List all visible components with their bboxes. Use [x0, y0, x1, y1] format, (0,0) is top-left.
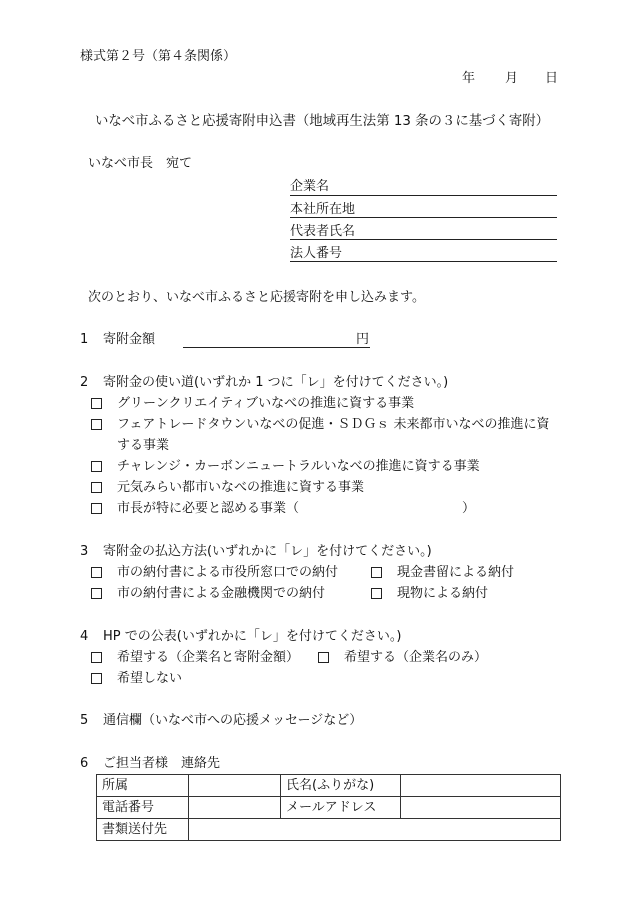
mailing-address-label: 書類送付先	[97, 819, 189, 841]
donation-amount-label: 寄附金額	[103, 332, 156, 347]
contact-row-1	[97, 775, 561, 797]
email-label: メールアドレス	[281, 797, 401, 819]
phone-label: 電話番号	[97, 797, 189, 819]
contact-row-2	[97, 797, 561, 819]
payment-option-3-checkbox[interactable]	[91, 588, 102, 599]
representative-field[interactable]	[290, 239, 557, 240]
usage-option-3-label: チャレンジ・カーボンニュートラルいなべの推進に資する事業	[117, 459, 480, 474]
usage-option-1-checkbox[interactable]	[91, 398, 102, 409]
affiliation-field[interactable]	[189, 775, 281, 797]
payment-heading: 寄附金の払込方法(いずれかに「レ」を付けてください。)	[103, 544, 432, 559]
publication-option-2-label: 希望する（企業名のみ）	[344, 650, 488, 665]
date-year-label: 年	[462, 71, 476, 86]
usage-option-2-label: フェアトレードタウンいなべの促進・ＳＤＧｓ 未来都市いなべの推進に資	[117, 417, 550, 432]
addressee: いなべ市長 宛て	[88, 156, 193, 171]
publication-option-2-checkbox[interactable]	[318, 652, 329, 663]
name-kana-field[interactable]	[401, 775, 561, 797]
payment-option-2-checkbox[interactable]	[371, 567, 382, 578]
hq-address-label: 本社所在地	[290, 202, 356, 217]
usage-option-5-close-paren: ）	[462, 501, 476, 516]
date-day-label: 日	[545, 71, 559, 86]
affiliation-label: 所属	[97, 775, 189, 797]
usage-option-2-label-cont: する事業	[117, 438, 170, 453]
usage-option-5-checkbox[interactable]	[91, 503, 102, 514]
yen-unit: 円	[356, 332, 370, 347]
company-name-field[interactable]	[290, 195, 557, 196]
company-name-label: 企業名	[290, 179, 330, 194]
mailing-address-field[interactable]	[189, 819, 561, 841]
hq-address-field[interactable]	[290, 217, 557, 218]
corporate-number-label: 法人番号	[290, 246, 343, 261]
contact-table	[96, 774, 561, 841]
form-number: 様式第２号（第４条関係）	[80, 49, 237, 64]
section2-number: 2	[80, 375, 89, 390]
name-kana-label: 氏名(ふりがな)	[281, 775, 401, 797]
usage-option-3-checkbox[interactable]	[91, 461, 102, 472]
contact-row-3	[97, 819, 561, 841]
date-month-label: 月	[505, 71, 519, 86]
message-heading: 通信欄（いなべ市への応援メッセージなど）	[103, 713, 363, 728]
corporate-number-field[interactable]	[290, 261, 557, 262]
section3-number: 3	[80, 544, 89, 559]
payment-option-1-checkbox[interactable]	[91, 567, 102, 578]
usage-option-4-checkbox[interactable]	[91, 482, 102, 493]
donation-amount-field[interactable]	[183, 347, 370, 348]
usage-heading: 寄附金の使い道(いずれか 1 つに「レ」を付けてください。)	[103, 375, 449, 390]
payment-option-3-label: 市の納付書による金融機関での納付	[117, 586, 326, 601]
publication-option-3-label: 希望しない	[117, 671, 183, 686]
publication-option-1-label: 希望する（企業名と寄附金額）	[117, 650, 300, 665]
email-field[interactable]	[401, 797, 561, 819]
section4-number: 4	[80, 629, 89, 644]
phone-field[interactable]	[189, 797, 281, 819]
publication-option-1-checkbox[interactable]	[91, 652, 102, 663]
payment-option-2-label: 現金書留による納付	[397, 565, 515, 580]
usage-option-5-label: 市長が特に必要と認める事業（	[117, 501, 300, 516]
representative-label: 代表者氏名	[290, 224, 356, 239]
contact-heading: ご担当者様 連絡先	[103, 756, 221, 771]
section1-number: 1	[80, 332, 89, 347]
section6-number: 6	[80, 756, 89, 771]
intro-text: 次のとおり、いなべ市ふるさと応援寄附を申し込みます。	[88, 290, 425, 305]
payment-option-1-label: 市の納付書による市役所窓口での納付	[117, 565, 339, 580]
section5-number: 5	[80, 713, 89, 728]
usage-option-1-label: グリーンクリエイティブいなべの推進に資する事業	[117, 396, 415, 411]
usage-option-2-checkbox[interactable]	[91, 419, 102, 430]
payment-option-4-checkbox[interactable]	[371, 588, 382, 599]
publication-heading: HP での公表(いずれかに「レ」を付けてください。)	[103, 629, 402, 644]
payment-option-4-label: 現物による納付	[397, 586, 489, 601]
document-title: いなべ市ふるさと応援寄附申込書（地域再生法第 13 条の３に基づく寄附）	[95, 114, 550, 129]
publication-option-3-checkbox[interactable]	[91, 673, 102, 684]
usage-option-4-label: 元気みらい都市いなべの推進に資する事業	[117, 480, 365, 495]
